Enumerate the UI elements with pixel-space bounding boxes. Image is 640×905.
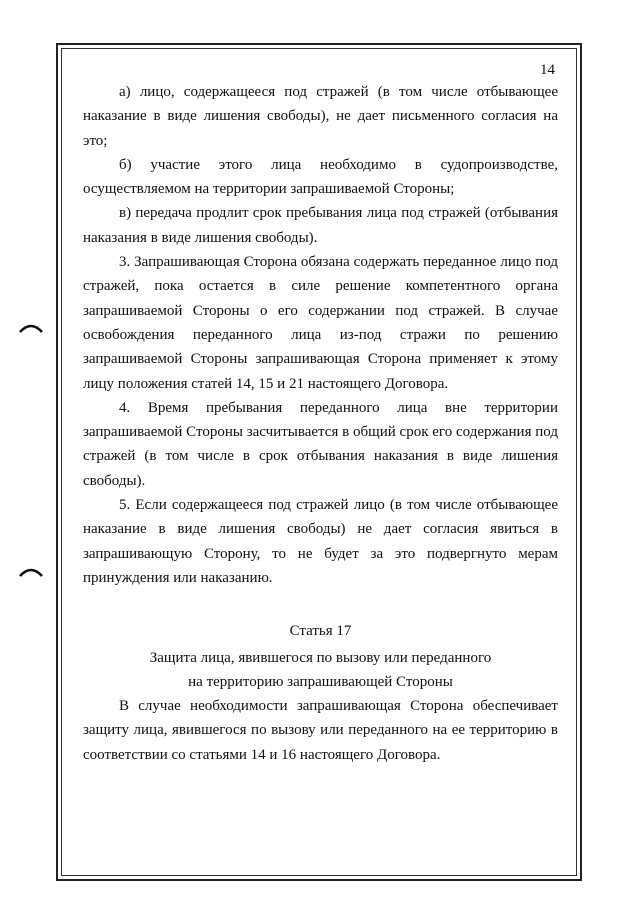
article-heading [83,619,558,694]
article-title-line-1: Защита лица, явившегося по вызову или переданного [149,649,492,666]
paragraph-item-v: в) передача продлит срок пребывания лица под стражей (отбывания наказания в виде лишения свободы). [83,205,558,246]
article-paragraph: В случае необходимости запрашивающая Сторона обеспечивает защиту лица, явившегося по вызову или переданного на ее территорию в соответствии со статьями 14 и 16 настоящего Договора. [83,698,558,763]
document-body [83,80,558,767]
article-label: Статья 17 [289,623,352,640]
binder-hole-mark-top [18,322,44,334]
paragraph-item-b: б) участие этого лица необходимо в судопроизводстве, осуществляемом на территории запрашиваемой Стороны; [83,156,558,198]
article-title-line-2: на территорию запрашивающей Стороны [188,673,453,690]
page-number: 14 [540,62,555,78]
paragraph-clause-3: 3. Запрашивающая Сторона обязана содержать переданное лицо под стражей, пока остается в силе решение компетентного органа запрашиваемой Стороны о его содержании под стражей. В случае освобождения переданного лица из-под стражи по решению запрашиваемой Стороны запрашивающая Сторона применяет к этому лицу положения статей 14, 15 и 21 настоящего Договора. [83,254,558,392]
paragraph-item-a: а) лицо, содержащееся под стражей (в том числе отбывающее наказание в виде лишения свободы), не дает письменного согласия на это; [83,84,558,149]
paragraph-clause-4: 4. Время пребывания переданного лица вне территории запрашиваемой Стороны засчитывается в общий срок его содержания под стражей (в том числе в срок отбывания наказания в виде лишения свободы). [83,399,558,489]
paragraph-clause-5: 5. Если содержащееся под стражей лицо (в том числе отбывающее наказание в виде лишения свободы) не дает согласия явиться в запрашивающую Сторону, то не будет за это подвергнуто мерам принуждения или наказанию. [83,497,558,586]
binder-hole-mark-bottom [18,566,44,578]
